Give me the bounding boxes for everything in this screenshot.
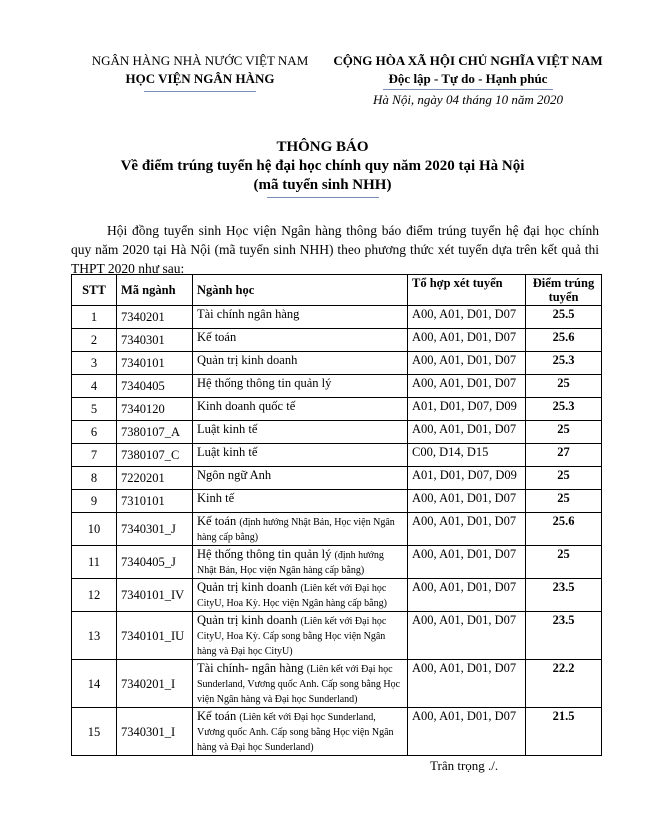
row-major-code: 7380107_C [117, 444, 193, 467]
row-major-code: 7340301_J [117, 513, 193, 546]
row-stt: 5 [72, 398, 117, 421]
row-admission-score: 22.2 [526, 660, 602, 708]
row-stt: 14 [72, 660, 117, 708]
header-admission-score: Điểm trúng tuyển [526, 275, 602, 306]
table-row [72, 398, 602, 421]
row-major-name: Kế toán [197, 514, 237, 528]
row-subject-combination: A01, D01, D07, D09 [408, 398, 526, 421]
table-row [72, 306, 602, 329]
row-admission-score: 25.5 [526, 306, 602, 329]
table-row [72, 352, 602, 375]
row-major-code: 7340405 [117, 375, 193, 398]
row-subject-combination: A00, A01, D01, D07 [408, 513, 526, 546]
row-major-name: Luật kinh tế [197, 445, 258, 459]
row-subject-combination: A00, A01, D01, D07 [408, 329, 526, 352]
row-major-code: 7220201 [117, 467, 193, 490]
header-subject-combination: Tổ hợp xét tuyển [408, 275, 526, 306]
row-major-code: 7340101_IV [117, 579, 193, 612]
row-admission-score: 25.3 [526, 398, 602, 421]
table-row [72, 660, 602, 708]
row-stt: 9 [72, 490, 117, 513]
table-row [72, 579, 602, 612]
row-subject-combination: A01, D01, D07, D09 [408, 467, 526, 490]
header-major-code: Mã ngành [117, 275, 193, 306]
row-stt: 10 [72, 513, 117, 546]
row-major [193, 660, 408, 708]
row-major-code: 7380107_A [117, 421, 193, 444]
row-major-note: (Liên kết với Đại học CityU, Hoa Kỳ. Cấp song bằng Học viện Ngân hàng và Đại học CityU) [197, 616, 387, 657]
header-right [318, 52, 618, 109]
row-subject-combination: A00, A01, D01, D07 [408, 612, 526, 660]
row-subject-combination: A00, A01, D01, D07 [408, 352, 526, 375]
row-major-name: Ngôn ngữ Anh [197, 468, 272, 482]
table-row [72, 513, 602, 546]
row-major [193, 612, 408, 660]
title-rule [267, 197, 379, 198]
closing-remark: Trân trọng ./. [430, 758, 499, 773]
row-subject-combination: A00, A01, D01, D07 [408, 421, 526, 444]
row-stt: 12 [72, 579, 117, 612]
row-stt: 1 [72, 306, 117, 329]
row-admission-score: 23.5 [526, 612, 602, 660]
row-major-note: (Liên kết với Đại học CityU, Hoa Kỳ. Học viện Ngân hàng cấp bằng) [197, 583, 387, 609]
header-stt: STT [72, 275, 117, 306]
row-major-code: 7340201_I [117, 660, 193, 708]
table-row [72, 708, 602, 756]
row-major-name: Quản trị kinh doanh [197, 613, 298, 627]
row-admission-score: 25.3 [526, 352, 602, 375]
row-major-note: (Liên kết với Đại học Sunderland, Vương quốc Anh. Cấp song bằng Học viện Ngân hàng và Đại học Sunderland) [197, 712, 394, 753]
row-stt: 2 [72, 329, 117, 352]
row-major [193, 467, 408, 490]
row-major [193, 444, 408, 467]
header-major-name: Ngành học [193, 275, 408, 306]
row-major-name: Tài chính ngân hàng [197, 307, 300, 321]
row-major-name: Luật kinh tế [197, 422, 258, 436]
row-major [193, 329, 408, 352]
row-admission-score: 25 [526, 490, 602, 513]
document-subtitle: Về điểm trúng tuyển hệ đại học chính quy năm 2020 tại Hà Nội [120, 158, 525, 174]
row-major-note: (Liên kết với Đại học Sunderland, Vương quốc Anh. Cấp song bằng Học viện Ngân hàng và Đại học Sunderland) [197, 664, 401, 705]
row-admission-score: 25 [526, 546, 602, 579]
row-major [193, 579, 408, 612]
row-subject-combination: A00, A01, D01, D07 [408, 579, 526, 612]
row-stt: 15 [72, 708, 117, 756]
country-name: CỘNG HÒA XÃ HỘI CHỦ NGHĨA VIỆT NAM [333, 53, 603, 68]
row-subject-combination: A00, A01, D01, D07 [408, 375, 526, 398]
row-stt: 11 [72, 546, 117, 579]
row-major-code: 7310101 [117, 490, 193, 513]
ministry-name: NGÂN HÀNG NHÀ NƯỚC VIỆT NAM [91, 53, 309, 68]
intro-paragraph: Hội đồng tuyển sinh Học viện Ngân hàng thông báo điểm trúng tuyển hệ đại học chính quy năm 2020 tại Hà Nội (mã tuyển sinh NHH) theo phương thức xét tuyển dựa trên kết quả thi THPT 2020 như sau: [71, 223, 599, 276]
row-stt: 4 [72, 375, 117, 398]
row-major-name: Quản trị kinh doanh [197, 353, 298, 367]
row-major-name: Kế toán [197, 709, 237, 723]
row-subject-combination: A00, A01, D01, D07 [408, 708, 526, 756]
table-row [72, 421, 602, 444]
row-stt: 6 [72, 421, 117, 444]
row-major [193, 398, 408, 421]
table-row [72, 490, 602, 513]
row-major-code: 7340101_IU [117, 612, 193, 660]
row-major-name: Hệ thống thông tin quản lý [197, 376, 332, 390]
title-block [0, 138, 645, 198]
row-major-code: 7340120 [117, 398, 193, 421]
national-motto: Độc lập - Tự do - Hạnh phúc [388, 71, 548, 86]
row-subject-combination: A00, A01, D01, D07 [408, 660, 526, 708]
row-subject-combination: A00, A01, D01, D07 [408, 490, 526, 513]
row-major-code: 7340405_J [117, 546, 193, 579]
row-subject-combination: A00, A01, D01, D07 [408, 546, 526, 579]
row-major-name: Tài chính- ngân hàng [197, 661, 304, 675]
admission-score-table [71, 274, 602, 756]
row-subject-combination: A00, A01, D01, D07 [408, 306, 526, 329]
table-body [72, 306, 602, 756]
table-row [72, 612, 602, 660]
row-subject-combination: C00, D14, D15 [408, 444, 526, 467]
row-admission-score: 23.5 [526, 579, 602, 612]
row-major [193, 546, 408, 579]
academy-name: HỌC VIỆN NGÂN HÀNG [125, 71, 275, 86]
table-row [72, 375, 602, 398]
row-stt: 3 [72, 352, 117, 375]
row-major [193, 513, 408, 546]
header-left-rule [144, 91, 256, 92]
row-major-code: 7340101 [117, 352, 193, 375]
row-admission-score: 25 [526, 375, 602, 398]
row-major-note: (định hướng Nhật Bản, Học viện Ngân hàng cấp bằng) [197, 550, 384, 576]
row-admission-score: 25 [526, 467, 602, 490]
row-major-name: Hệ thống thông tin quản lý [197, 547, 332, 561]
row-stt: 8 [72, 467, 117, 490]
row-stt: 7 [72, 444, 117, 467]
header-right-rule [383, 89, 553, 90]
row-admission-score: 21.5 [526, 708, 602, 756]
row-major-name: Quản trị kinh doanh [197, 580, 298, 594]
row-major-name: Kinh tế [197, 491, 235, 505]
row-major [193, 708, 408, 756]
row-major [193, 352, 408, 375]
document-title: THÔNG BÁO [276, 139, 369, 155]
row-admission-score: 25.6 [526, 513, 602, 546]
row-major-name: Kinh doanh quốc tế [197, 399, 296, 413]
row-major-name: Kế toán [197, 330, 237, 344]
row-major-code: 7340301 [117, 329, 193, 352]
row-stt: 13 [72, 612, 117, 660]
row-admission-score: 25 [526, 421, 602, 444]
row-admission-score: 27 [526, 444, 602, 467]
row-major-code: 7340301_I [117, 708, 193, 756]
table-row [72, 444, 602, 467]
table-row [72, 467, 602, 490]
row-major [193, 490, 408, 513]
row-major-code: 7340201 [117, 306, 193, 329]
row-major [193, 375, 408, 398]
row-major-note: (định hướng Nhật Bản, Học viện Ngân hàng cấp bằng) [197, 517, 395, 543]
table-row [72, 329, 602, 352]
document-subtitle-code: (mã tuyển sinh NHH) [253, 177, 392, 193]
header-left [84, 52, 316, 92]
row-major [193, 421, 408, 444]
table-row [72, 546, 602, 579]
table-header-row [72, 275, 602, 306]
row-major [193, 306, 408, 329]
document-date: Hà Nội, ngày 04 tháng 10 năm 2020 [373, 92, 563, 107]
row-admission-score: 25.6 [526, 329, 602, 352]
